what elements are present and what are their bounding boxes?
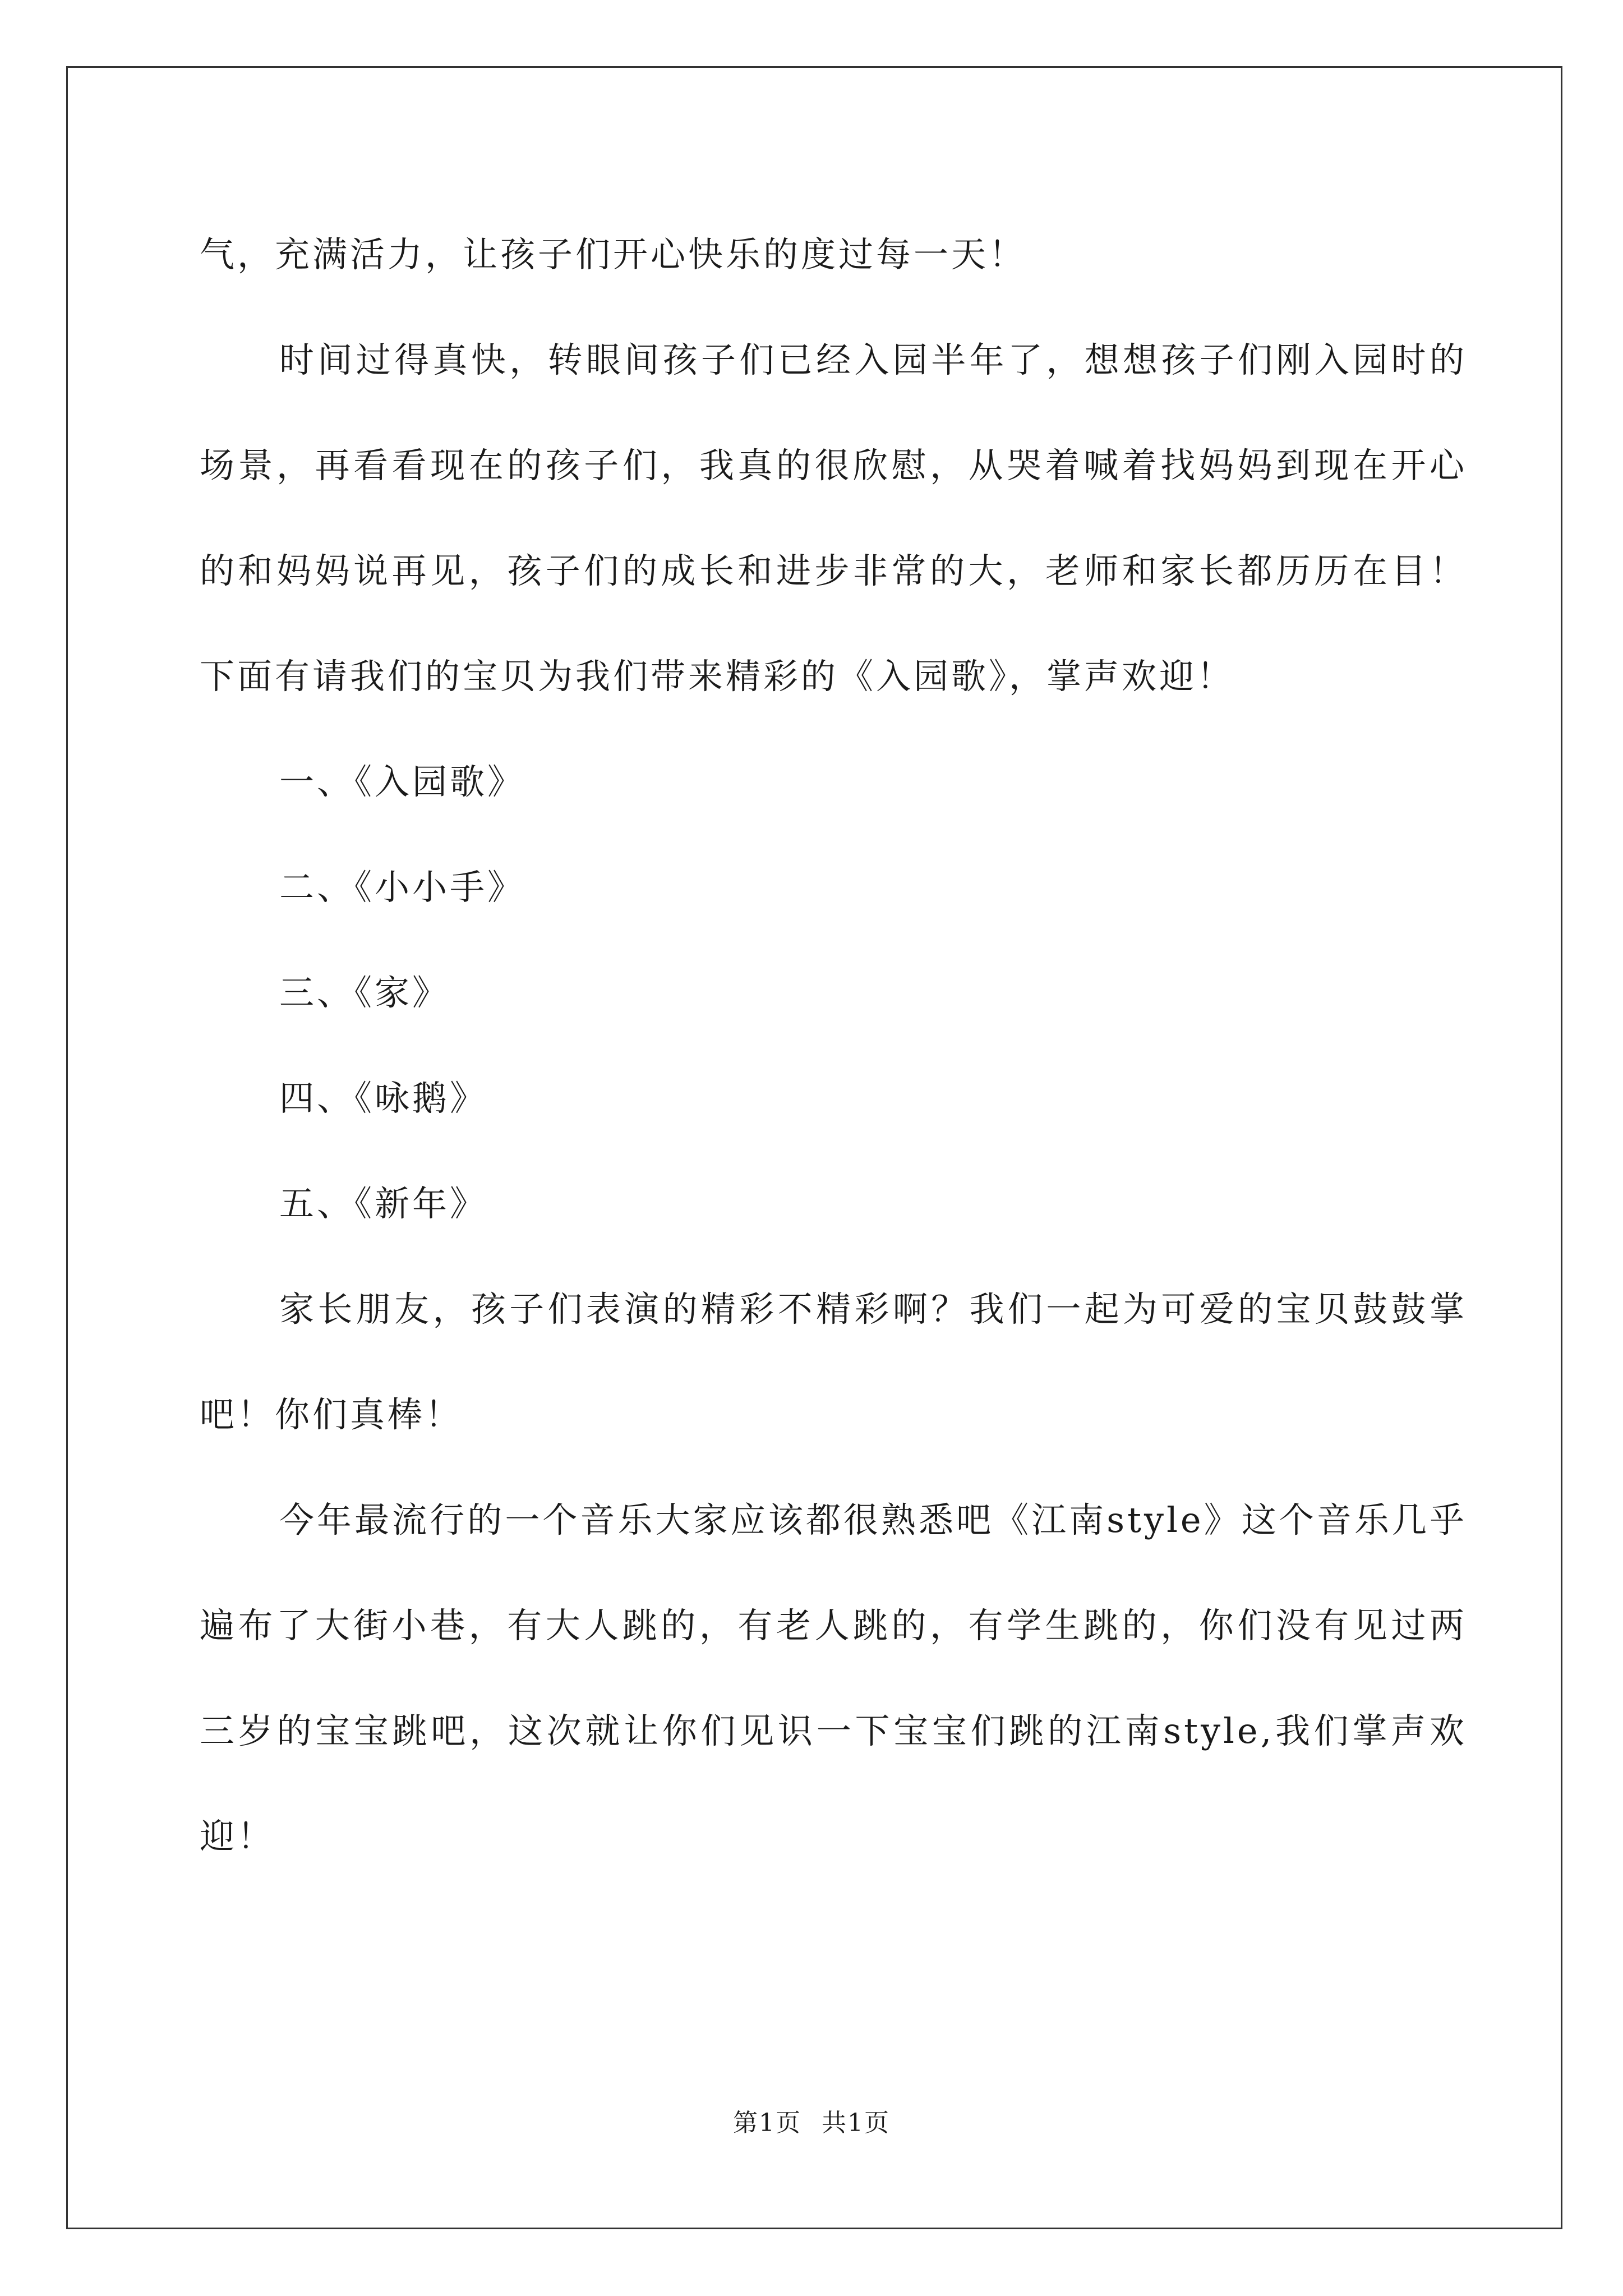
program-list-item: 三、《家》 — [279, 972, 450, 1013]
paragraph: 时间过得真快，转眼间孩子们已经入园半年了，想想孩子们刚入园时的场景，再看看现在的孩子们，我真的很欣慰，从哭着喊着找妈妈到现在开心的和妈妈说再见，孩子们的成长和进步非常的大，老师和家长都历历在目！下面有请我们的宝贝为我们带来精彩的《入园歌》，掌声欢迎！ — [200, 339, 1467, 697]
page-number: 第1页 — [733, 2109, 801, 2137]
paragraph: 今年最流行的一个音乐大家应该都很熟悉吧《江南style》这个音乐几乎遍布了大街小巷，有大人跳的，有老人跳的，有学生跳的，你们没有见过两三岁的宝宝跳吧，这次就让你们见识一下宝宝们跳的江南style,我们掌声欢迎！ — [200, 1499, 1467, 1857]
paragraph: 气，充满活力，让孩子们开心快乐的度过每一天！ — [200, 234, 1027, 275]
program-list-item: 四、《咏鹅》 — [279, 1078, 488, 1119]
paragraph: 家长朋友，孩子们表演的精彩不精彩啊？我们一起为可爱的宝贝鼓鼓掌吧！你们真棒！ — [200, 1289, 1467, 1435]
document-body — [200, 202, 1467, 1889]
program-list-item: 二、《小小手》 — [279, 867, 525, 908]
program-list-item: 五、《新年》 — [279, 1183, 488, 1224]
page-footer — [0, 2106, 1623, 2140]
program-list-item: 一、《入园歌》 — [279, 761, 525, 802]
page-total: 共1页 — [822, 2109, 890, 2137]
